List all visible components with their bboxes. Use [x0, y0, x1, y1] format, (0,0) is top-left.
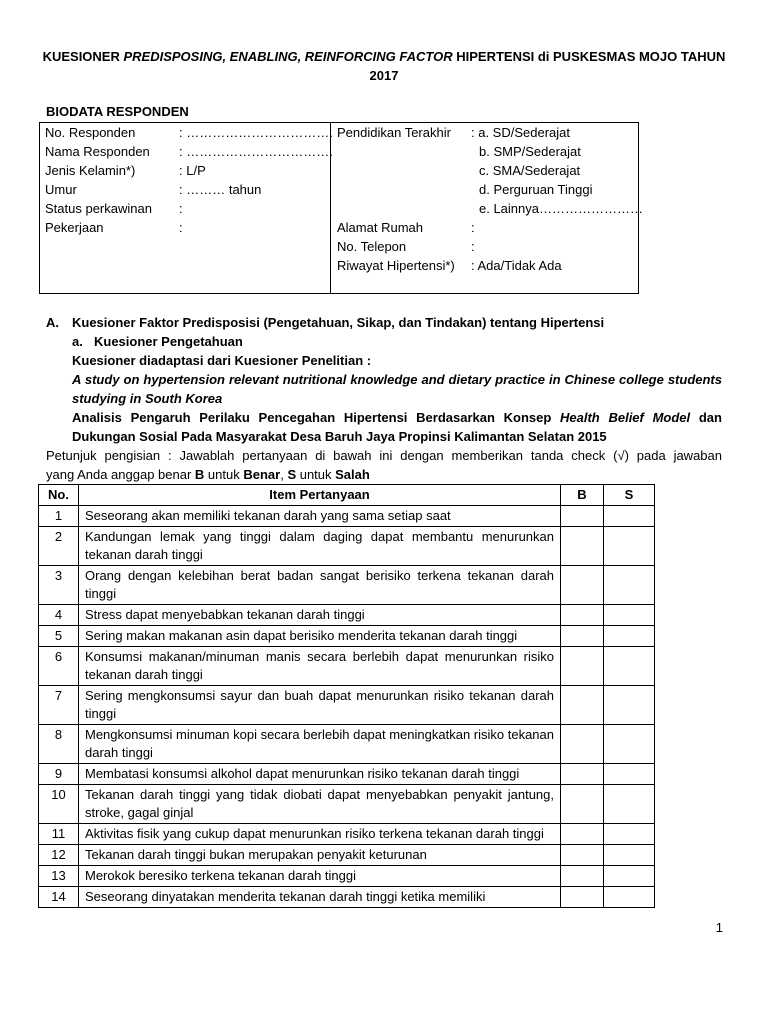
bio-edu-option-e: e. Lainnya…………………… — [479, 201, 643, 216]
bio-edu-option-d: d. Perguruan Tinggi — [479, 182, 593, 197]
bio-value-alamat: : — [471, 220, 475, 235]
instr-text: , — [280, 467, 288, 482]
answer-benar-cell[interactable] — [561, 725, 604, 764]
row-number: 14 — [39, 887, 79, 908]
title-text-italic: PREDISPOSING, ENABLING, REINFORCING FACTOR — [123, 49, 453, 64]
subsection-heading: Kuesioner Pengetahuan — [94, 334, 243, 349]
instr-benar: Benar — [243, 467, 281, 482]
bio-value-pekerjaan: : — [179, 220, 183, 235]
title-text-end: HIPERTENSI di PUSKESMAS MOJO TAHUN 2017 — [369, 49, 726, 83]
row-question: Mengkonsumsi minuman kopi secara berlebih dapat meningkatkan risiko tekanan darah tinggi — [79, 725, 561, 764]
row-question: Seseorang dinyatakan menderita tekanan darah tinggi ketika memiliki — [79, 887, 561, 908]
row-question: Konsumsi makanan/minuman manis secara berlebih dapat menurunkan risiko tekanan darah tinggi — [79, 647, 561, 686]
header-item: Item Pertanyaan — [79, 485, 561, 506]
table-row — [39, 626, 655, 647]
row-question: Sering mengkonsumsi sayur dan buah dapat menurunkan risiko tekanan darah tinggi — [79, 686, 561, 725]
answer-salah-cell[interactable] — [604, 527, 655, 566]
bio-row-pekerjaan: Pekerjaan — [45, 220, 104, 235]
row-question: Orang dengan kelebihan berat badan sangat berisiko terkena tekanan darah tinggi — [79, 566, 561, 605]
bio-edu-option-b: b. SMP/Sederajat — [479, 144, 581, 159]
title-text-start: KUESIONER — [42, 49, 124, 64]
answer-salah-cell[interactable] — [604, 647, 655, 686]
answer-benar-cell[interactable] — [561, 845, 604, 866]
row-number: 1 — [39, 506, 79, 527]
bio-value-jenis-kelamin: : L/P — [179, 163, 206, 178]
row-number: 12 — [39, 845, 79, 866]
row-number: 13 — [39, 866, 79, 887]
answer-salah-cell[interactable] — [604, 566, 655, 605]
bio-row-umur: Umur — [45, 182, 77, 197]
table-row — [39, 647, 655, 686]
table-row — [39, 866, 655, 887]
bio-row-nama: Nama Responden — [45, 144, 150, 159]
table-header-row — [39, 485, 655, 506]
table-row — [39, 506, 655, 527]
answer-salah-cell[interactable] — [604, 686, 655, 725]
instr-text: yang Anda anggap benar — [46, 467, 195, 482]
row-question: Sering makan makanan asin dapat berisiko menderita tekanan darah tinggi — [79, 626, 561, 647]
answer-benar-cell[interactable] — [561, 866, 604, 887]
source-1-line-1: A study on hypertension relevant nutritional knowledge and dietary practice in Chinese college students — [72, 372, 722, 387]
row-number: 10 — [39, 785, 79, 824]
source-2-italic: Health Belief Model — [560, 410, 691, 425]
table-row — [39, 764, 655, 785]
answer-salah-cell[interactable] — [604, 887, 655, 908]
table-row — [39, 566, 655, 605]
table-row — [39, 785, 655, 824]
section-a-letter: A. — [46, 315, 59, 330]
row-number: 7 — [39, 686, 79, 725]
answer-salah-cell[interactable] — [604, 626, 655, 647]
bio-value-status: : — [179, 201, 183, 216]
instr-text: untuk — [204, 467, 244, 482]
row-number: 6 — [39, 647, 79, 686]
instr-b: B — [194, 467, 205, 482]
table-row — [39, 824, 655, 845]
answer-benar-cell[interactable] — [561, 605, 604, 626]
row-question: Tekanan darah tinggi yang tidak diobati dapat menyebabkan penyakit jantung, stroke, gagal ginjal — [79, 785, 561, 824]
bio-label-telepon: No. Telepon — [337, 239, 407, 254]
table-row — [39, 527, 655, 566]
instruction-line-1: Petunjuk pengisian : Jawablah pertanyaan di bawah ini dengan memberikan tanda check (√) pada jawaban — [46, 448, 722, 463]
bio-label: No. Responden — [45, 125, 136, 140]
instr-s: S — [287, 467, 297, 482]
biodata-heading: BIODATA RESPONDEN — [46, 104, 189, 119]
answer-benar-cell[interactable] — [561, 785, 604, 824]
bio-row-jenis-kelamin: Jenis Kelamin*) — [45, 163, 136, 178]
answer-salah-cell[interactable] — [604, 605, 655, 626]
bio-label-riwayat: Riwayat Hipertensi*) — [337, 258, 455, 273]
bio-value-no-responden: : ……………………………. — [179, 125, 333, 140]
table-row — [39, 605, 655, 626]
question-table — [38, 484, 655, 908]
row-question: Aktivitas fisik yang cukup dapat menurunkan risiko terkena tekanan darah tinggi — [79, 824, 561, 845]
row-question: Merokok beresiko terkena tekanan darah tinggi — [79, 866, 561, 887]
answer-salah-cell[interactable] — [604, 824, 655, 845]
answer-benar-cell[interactable] — [561, 887, 604, 908]
answer-benar-cell[interactable] — [561, 647, 604, 686]
row-question: Membatasi konsumsi alkohol dapat menurunkan risiko tekanan darah tinggi — [79, 764, 561, 785]
answer-benar-cell[interactable] — [561, 527, 604, 566]
bio-value-umur: : ……… tahun — [179, 182, 262, 197]
adapted-note: Kuesioner diadaptasi dari Kuesioner Penelitian : — [72, 353, 372, 368]
answer-salah-cell[interactable] — [604, 866, 655, 887]
answer-salah-cell[interactable] — [604, 764, 655, 785]
bio-label-alamat: Alamat Rumah — [337, 220, 423, 235]
section-a-heading: Kuesioner Faktor Predisposisi (Pengetahuan, Sikap, dan Tindakan) tentang Hipertensi — [72, 315, 605, 330]
row-number: 5 — [39, 626, 79, 647]
header-no: No. — [39, 485, 79, 506]
subsection-letter: a. — [72, 334, 83, 349]
source-2-line-1 — [72, 408, 722, 427]
answer-salah-cell[interactable] — [604, 725, 655, 764]
answer-benar-cell[interactable] — [561, 686, 604, 725]
row-question: Tekanan darah tinggi bukan merupakan penyakit keturunan — [79, 845, 561, 866]
bio-value-nama: : ……………………………. — [179, 144, 333, 159]
table-row — [39, 845, 655, 866]
answer-salah-cell[interactable] — [604, 845, 655, 866]
bio-row-status: Status perkawinan — [45, 201, 152, 216]
row-number: 11 — [39, 824, 79, 845]
table-row — [39, 686, 655, 725]
instr-salah: Salah — [335, 467, 370, 482]
bio-edu-option-c: c. SMA/Sederajat — [479, 163, 581, 178]
source-1-line-2: studying in South Korea — [72, 391, 223, 406]
instruction-line-2 — [46, 465, 370, 484]
answer-salah-cell[interactable] — [604, 506, 655, 527]
bio-label-pendidikan: Pendidikan Terakhir — [337, 125, 451, 140]
source-2-line-2: Dukungan Sosial Pada Masyarakat Desa Baruh Jaya Propinsi Kalimantan Selatan 2015 — [72, 429, 607, 444]
row-number: 8 — [39, 725, 79, 764]
instr-text: untuk — [296, 467, 336, 482]
answer-benar-cell[interactable] — [561, 824, 604, 845]
header-s: S — [604, 485, 655, 506]
row-number: 2 — [39, 527, 79, 566]
bio-value-telepon: : — [471, 239, 475, 254]
bio-row-no-responden — [45, 123, 135, 142]
document-title — [40, 47, 728, 85]
table-row — [39, 887, 655, 908]
answer-benar-cell[interactable] — [561, 506, 604, 527]
source-2-text: Analisis Pengaruh Perilaku Pencegahan Hipertensi Berdasarkan Konsep — [72, 410, 561, 425]
answer-benar-cell[interactable] — [561, 626, 604, 647]
source-2-text-end: dan — [690, 410, 722, 425]
row-number: 3 — [39, 566, 79, 605]
row-question: Seseorang akan memiliki tekanan darah yang sama setiap saat — [79, 506, 561, 527]
table-row — [39, 725, 655, 764]
row-number: 4 — [39, 605, 79, 626]
answer-benar-cell[interactable] — [561, 566, 604, 605]
row-number: 9 — [39, 764, 79, 785]
header-b: B — [561, 485, 604, 506]
row-question: Kandungan lemak yang tinggi dalam daging dapat membantu menurunkan tekanan darah tinggi — [79, 527, 561, 566]
table-body — [39, 506, 655, 908]
answer-salah-cell[interactable] — [604, 785, 655, 824]
bio-value-riwayat: : Ada/Tidak Ada — [471, 258, 562, 273]
answer-benar-cell[interactable] — [561, 764, 604, 785]
row-question: Stress dapat menyebabkan tekanan darah tinggi — [79, 605, 561, 626]
page-number: 1 — [715, 920, 723, 935]
bio-edu-option-a: : a. SD/Sederajat — [471, 125, 570, 140]
